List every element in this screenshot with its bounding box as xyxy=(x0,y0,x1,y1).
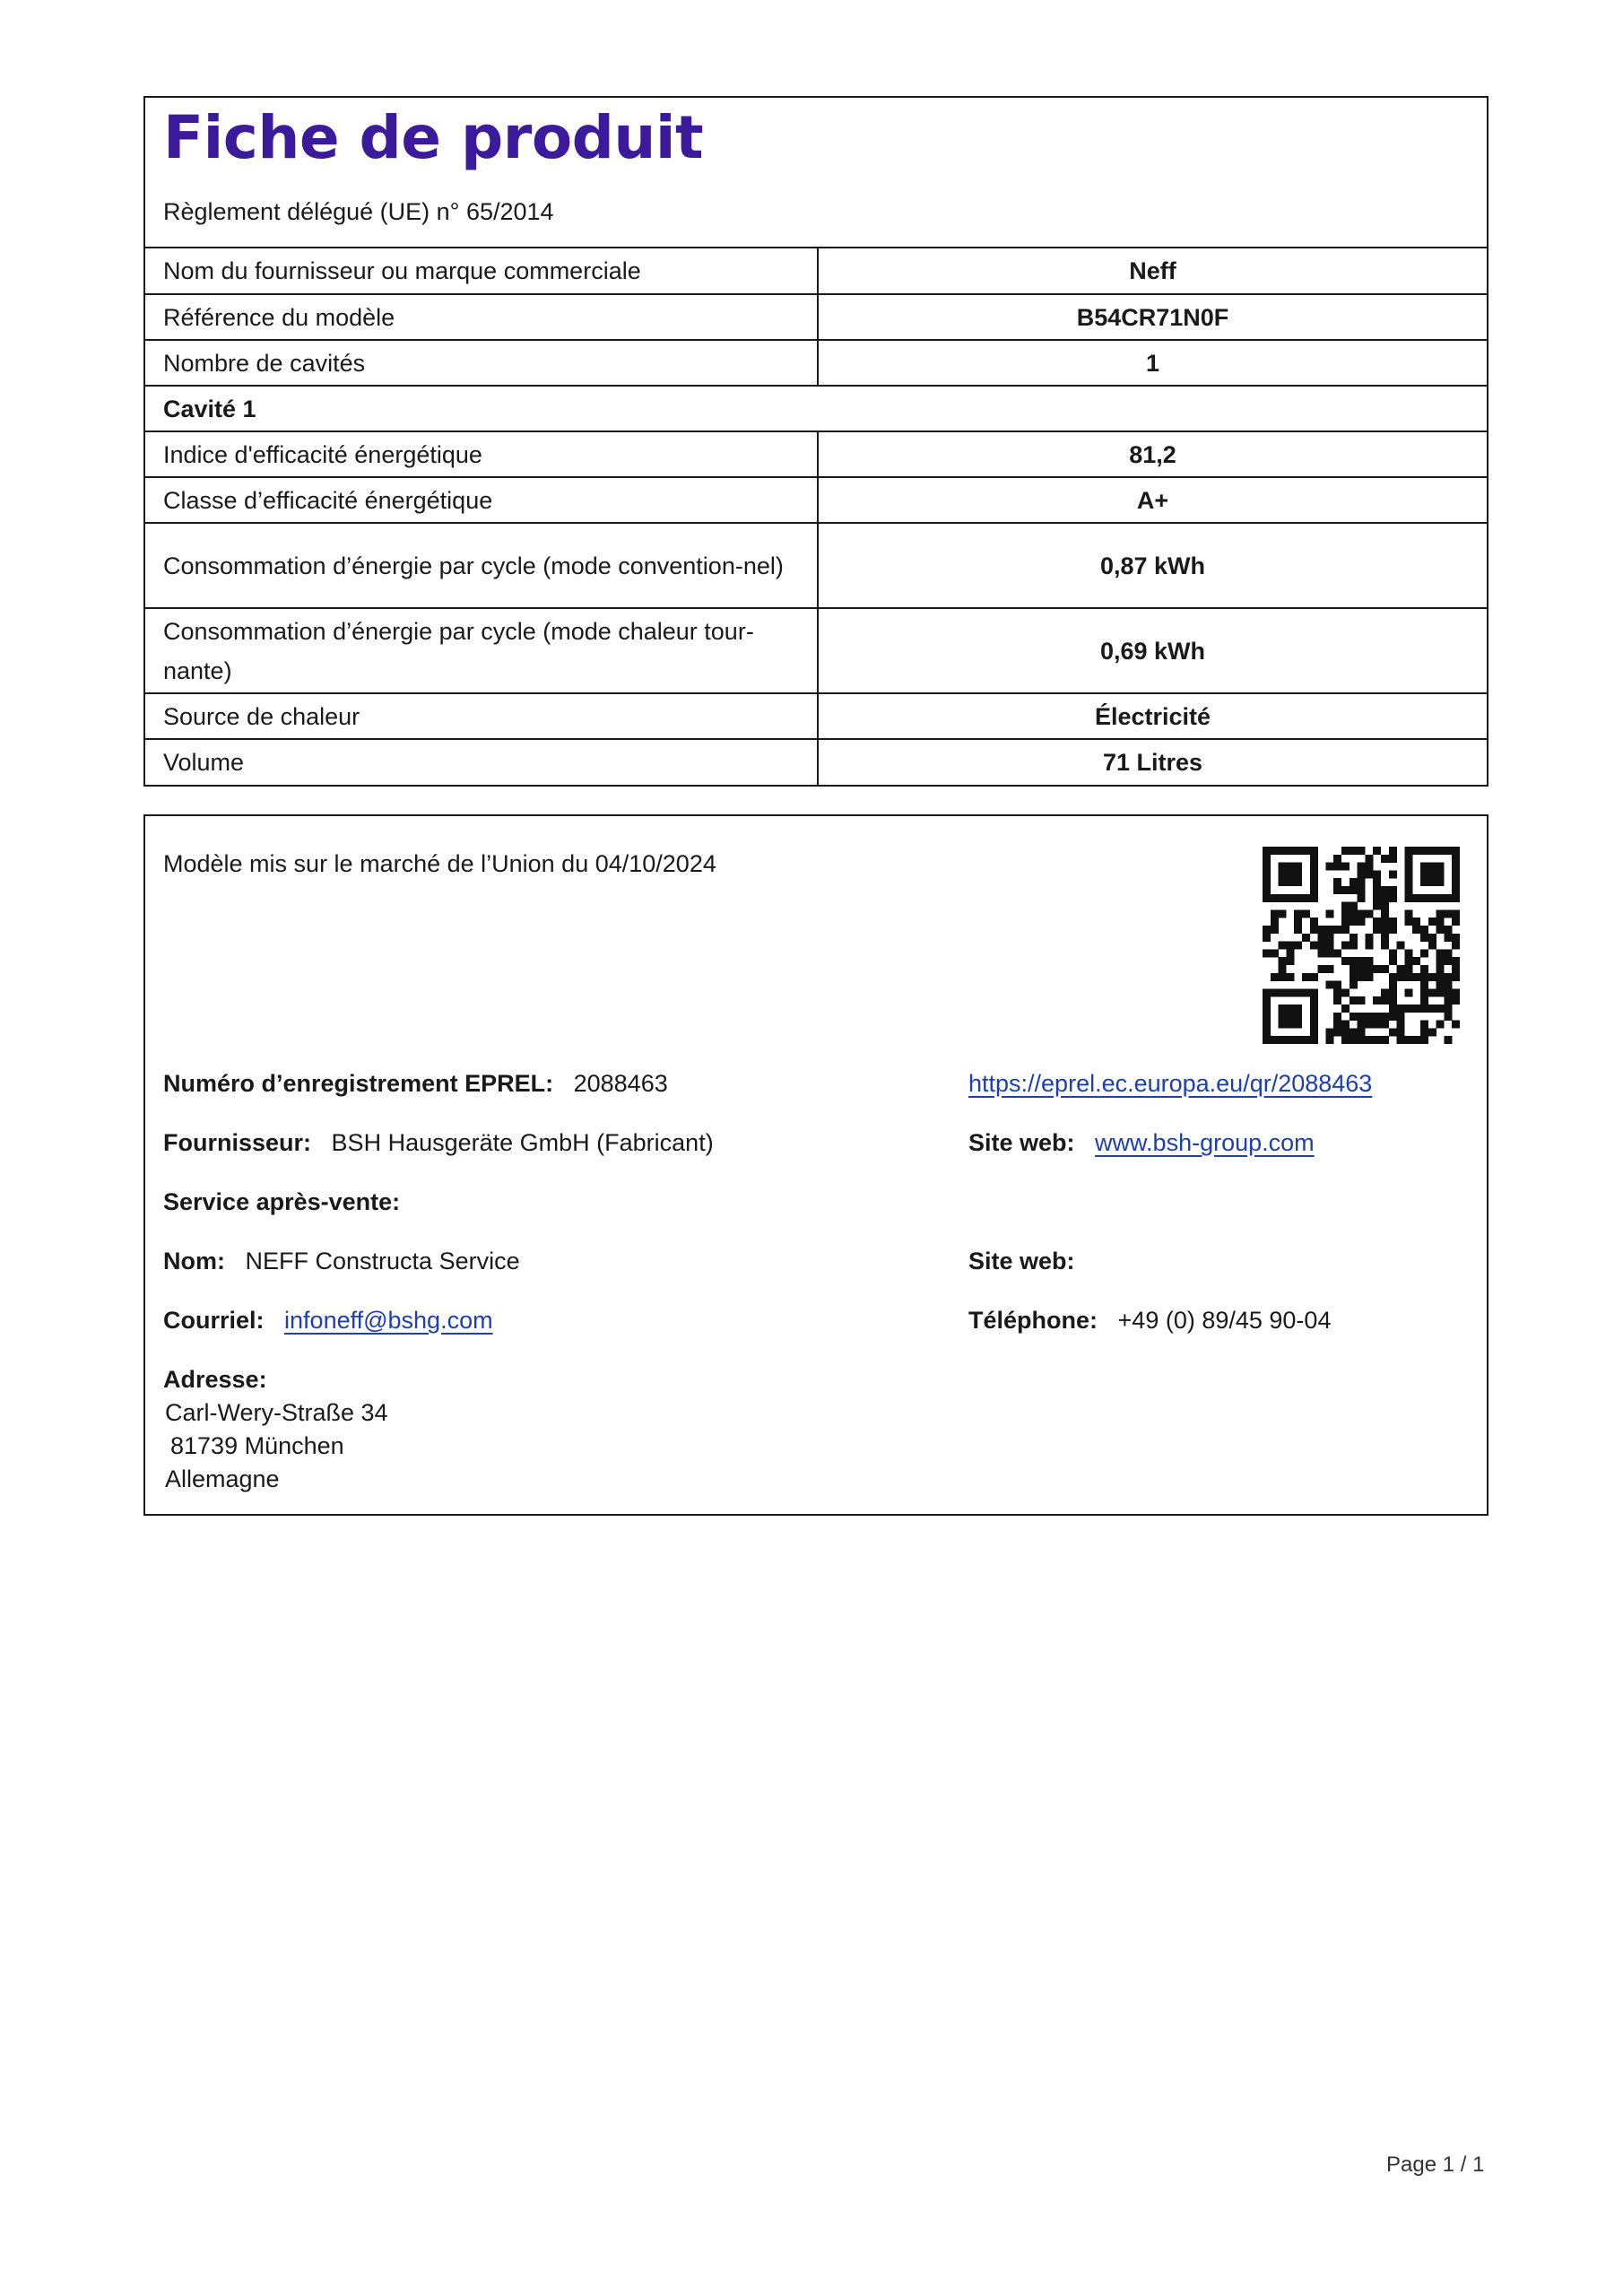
eprel-label: Numéro d’enregistrement EPREL: xyxy=(163,1070,554,1097)
address-line-3: Allemagne xyxy=(165,1465,280,1492)
service-name-value: NEFF Constructa Service xyxy=(245,1248,520,1274)
page-title: Fiche de produit xyxy=(163,103,704,172)
service-heading: Service après-vente: xyxy=(163,1188,401,1215)
sheet-header xyxy=(145,98,1487,248)
spec-row xyxy=(145,431,1487,477)
supplier-value: BSH Hausgeräte GmbH (Fabricant) xyxy=(331,1129,714,1156)
spec-label: Classe d’efficacité énergétique xyxy=(145,477,818,523)
spec-row xyxy=(145,523,1487,608)
spec-row xyxy=(145,386,1487,431)
page-number: Page 1 / 1 xyxy=(1386,2152,1485,2177)
phone-label: Téléphone: xyxy=(968,1307,1098,1334)
qr-code-icon[interactable] xyxy=(1263,847,1460,1044)
address-line-1: Carl-Wery-Straße 34 xyxy=(165,1399,388,1426)
regulation-reference: Règlement délégué (UE) n° 65/2014 xyxy=(163,198,554,225)
spec-label: Source de chaleur xyxy=(145,693,818,739)
spec-label: Consommation d’énergie par cycle (mode convention-nel) xyxy=(145,523,818,608)
eprel-link[interactable]: https://eprel.ec.europa.eu/qr/2088463 xyxy=(968,1070,1373,1097)
phone-row xyxy=(968,1307,1331,1335)
info-box xyxy=(143,814,1488,1516)
supplier-row xyxy=(163,1129,714,1157)
website-link[interactable]: www.bsh-group.com xyxy=(1095,1129,1315,1156)
spec-label: Nom du fournisseur ou marque commerciale xyxy=(145,248,818,294)
service-name-label: Nom: xyxy=(163,1248,225,1274)
eprel-row xyxy=(163,1070,668,1098)
eprel-number: 2088463 xyxy=(573,1070,668,1097)
address-label: Adresse: xyxy=(163,1366,267,1393)
spec-label: Consommation d’énergie par cycle (mode chaleur tour-nante) xyxy=(145,608,818,693)
spec-row xyxy=(145,248,1487,294)
spec-row xyxy=(145,693,1487,739)
website-row xyxy=(968,1129,1315,1157)
spec-value: 81,2 xyxy=(818,431,1487,477)
spec-label: Référence du modèle xyxy=(145,294,818,340)
spec-value: Électricité xyxy=(818,693,1487,739)
market-date: Modèle mis sur le marché de l’Union du 04/10/2024 xyxy=(163,850,716,877)
product-sheet-table-box xyxy=(143,96,1488,787)
service-website-label: Site web: xyxy=(968,1248,1075,1274)
spec-row xyxy=(145,739,1487,785)
email-label: Courriel: xyxy=(163,1307,265,1334)
email-row xyxy=(163,1307,493,1335)
spec-value: B54CR71N0F xyxy=(818,294,1487,340)
spec-label: Volume xyxy=(145,739,818,785)
website-label: Site web: xyxy=(968,1129,1075,1156)
section-heading: Cavité 1 xyxy=(145,386,1487,431)
spec-row xyxy=(145,608,1487,693)
spec-value: 0,69 kWh xyxy=(818,608,1487,693)
phone-value: +49 (0) 89/45 90-04 xyxy=(1117,1307,1332,1334)
supplier-label: Fournisseur: xyxy=(163,1129,312,1156)
address-line-2: 81739 München xyxy=(170,1432,344,1459)
spec-value: A+ xyxy=(818,477,1487,523)
spec-row xyxy=(145,294,1487,340)
spec-row xyxy=(145,477,1487,523)
spec-label: Nombre de cavités xyxy=(145,340,818,386)
spec-value: 0,87 kWh xyxy=(818,523,1487,608)
spec-value: Neff xyxy=(1129,257,1176,284)
spec-value: 71 Litres xyxy=(818,739,1487,785)
email-link[interactable]: infoneff@bshg.com xyxy=(284,1307,493,1334)
spec-table xyxy=(145,248,1487,785)
service-name-row xyxy=(163,1248,520,1275)
spec-row xyxy=(145,340,1487,386)
spec-value: 1 xyxy=(818,340,1487,386)
spec-label: Indice d'efficacité énergétique xyxy=(145,431,818,477)
